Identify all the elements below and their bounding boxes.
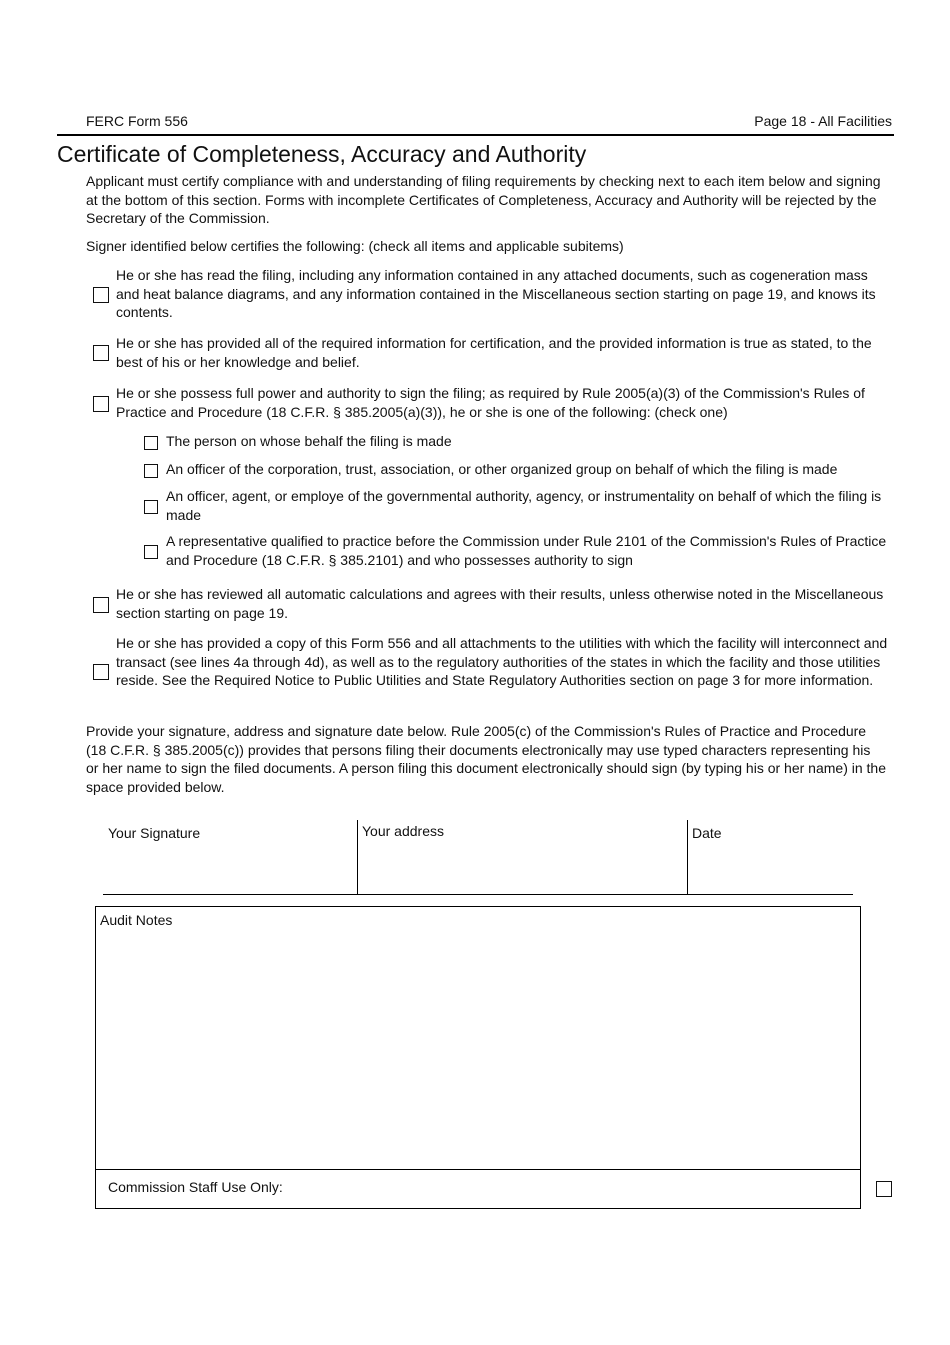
audit-notes-label: Audit Notes xyxy=(100,912,173,928)
address-label: Your address xyxy=(362,823,444,839)
audit-divider xyxy=(95,1169,861,1170)
subitem-4-text: A representative qualified to practice before the Commission under Rule 2101 of the Commission's Rules of Practice and Procedure (18 C.F.R. § 385.2101) and who possesses authority to sign xyxy=(166,533,887,568)
audit-notes-input[interactable] xyxy=(100,934,856,1164)
subitem-3-checkbox[interactable] xyxy=(144,500,158,514)
item-4-checkbox[interactable] xyxy=(93,597,109,613)
item-3-text: He or she possess full power and authority to sign the filing; as required by Rule 2005(a)(3) of the Commission's Rules of Practice and Procedure (18 C.F.R. § 385.2005(a)(3)), he or she is one of the following: (check one) xyxy=(116,385,865,420)
item-4-text: He or she has reviewed all automatic calculations and agrees with their results, unless otherwise noted in the Miscellaneous section starting on page 19. xyxy=(116,586,884,621)
subitem-3-text: An officer, agent, or employe of the governmental authority, agency, or instrumentality on behalf of which the filing is made xyxy=(166,488,882,523)
staff-use-checkbox[interactable] xyxy=(876,1181,892,1197)
header-divider xyxy=(57,134,894,136)
signature-divider xyxy=(357,820,358,895)
date-label: Date xyxy=(692,825,722,841)
staff-use-label: Commission Staff Use Only: xyxy=(108,1179,283,1195)
page-label: Page 18 - All Facilities xyxy=(754,113,892,129)
item-1-text: He or she has read the filing, including any information contained in any attached documents, such as cogeneration mass and heat balance diagrams, and any information contained in the Miscellaneous section starting on page 19, and knows its contents. xyxy=(116,267,876,320)
date-input[interactable] xyxy=(692,846,850,890)
item-3-checkbox[interactable] xyxy=(93,396,109,412)
signature-baseline xyxy=(103,894,853,895)
page-title: Certificate of Completeness, Accuracy and Authority xyxy=(57,141,587,167)
signature-input[interactable] xyxy=(108,846,353,890)
signature-instructions: Provide your signature, address and signature date below. Rule 2005(c) of the Commission's Rules of Practice and Procedure (18 C.F.R. § 385.2005(c)) provides that persons filing their documents electronically may use typed characters representing his or her name to sign the filed documents. A person filing this document electronically should sign (by typing his or her name) in the space provided below. xyxy=(86,723,886,795)
address-divider xyxy=(687,820,688,895)
item-5-text: He or she has provided a copy of this Form 556 and all attachments to the utilities with which the facility will interconnect and transact (see lines 4a through 4d), as well as to the regulatory authorities of the states in which the facility and those utilities reside. See the Required Notice to Public Utilities and State Regulatory Authorities section on page 3 for more information. xyxy=(116,635,888,688)
address-input[interactable] xyxy=(362,844,682,890)
signature-label: Your Signature xyxy=(108,825,201,841)
item-2-checkbox[interactable] xyxy=(93,345,109,361)
subitem-1-text: The person on whose behalf the filing is made xyxy=(166,433,452,449)
subitem-2-checkbox[interactable] xyxy=(144,464,158,478)
subitem-4-checkbox[interactable] xyxy=(144,545,158,559)
item-2-text: He or she has provided all of the required information for certification, and the provided information is true as stated, to the best of his or her knowledge and belief. xyxy=(116,335,872,370)
subitem-1-checkbox[interactable] xyxy=(144,436,158,450)
form-name: FERC Form 556 xyxy=(86,113,188,129)
intro-paragraph: Applicant must certify compliance with and understanding of filing requirements by checking next to each item below and signing at the bottom of this section. Forms with incomplete Certificates of Completeness, Accuracy and Authority will be rejected by the Secretary of the Commission. xyxy=(86,173,881,226)
subitem-2-text: An officer of the corporation, trust, association, or other organized group on behalf of which the filing is made xyxy=(166,461,838,477)
signer-statement: Signer identified below certifies the following: (check all items and applicable subitems) xyxy=(86,238,624,254)
item-1-checkbox[interactable] xyxy=(93,287,109,303)
item-5-checkbox[interactable] xyxy=(93,664,109,680)
